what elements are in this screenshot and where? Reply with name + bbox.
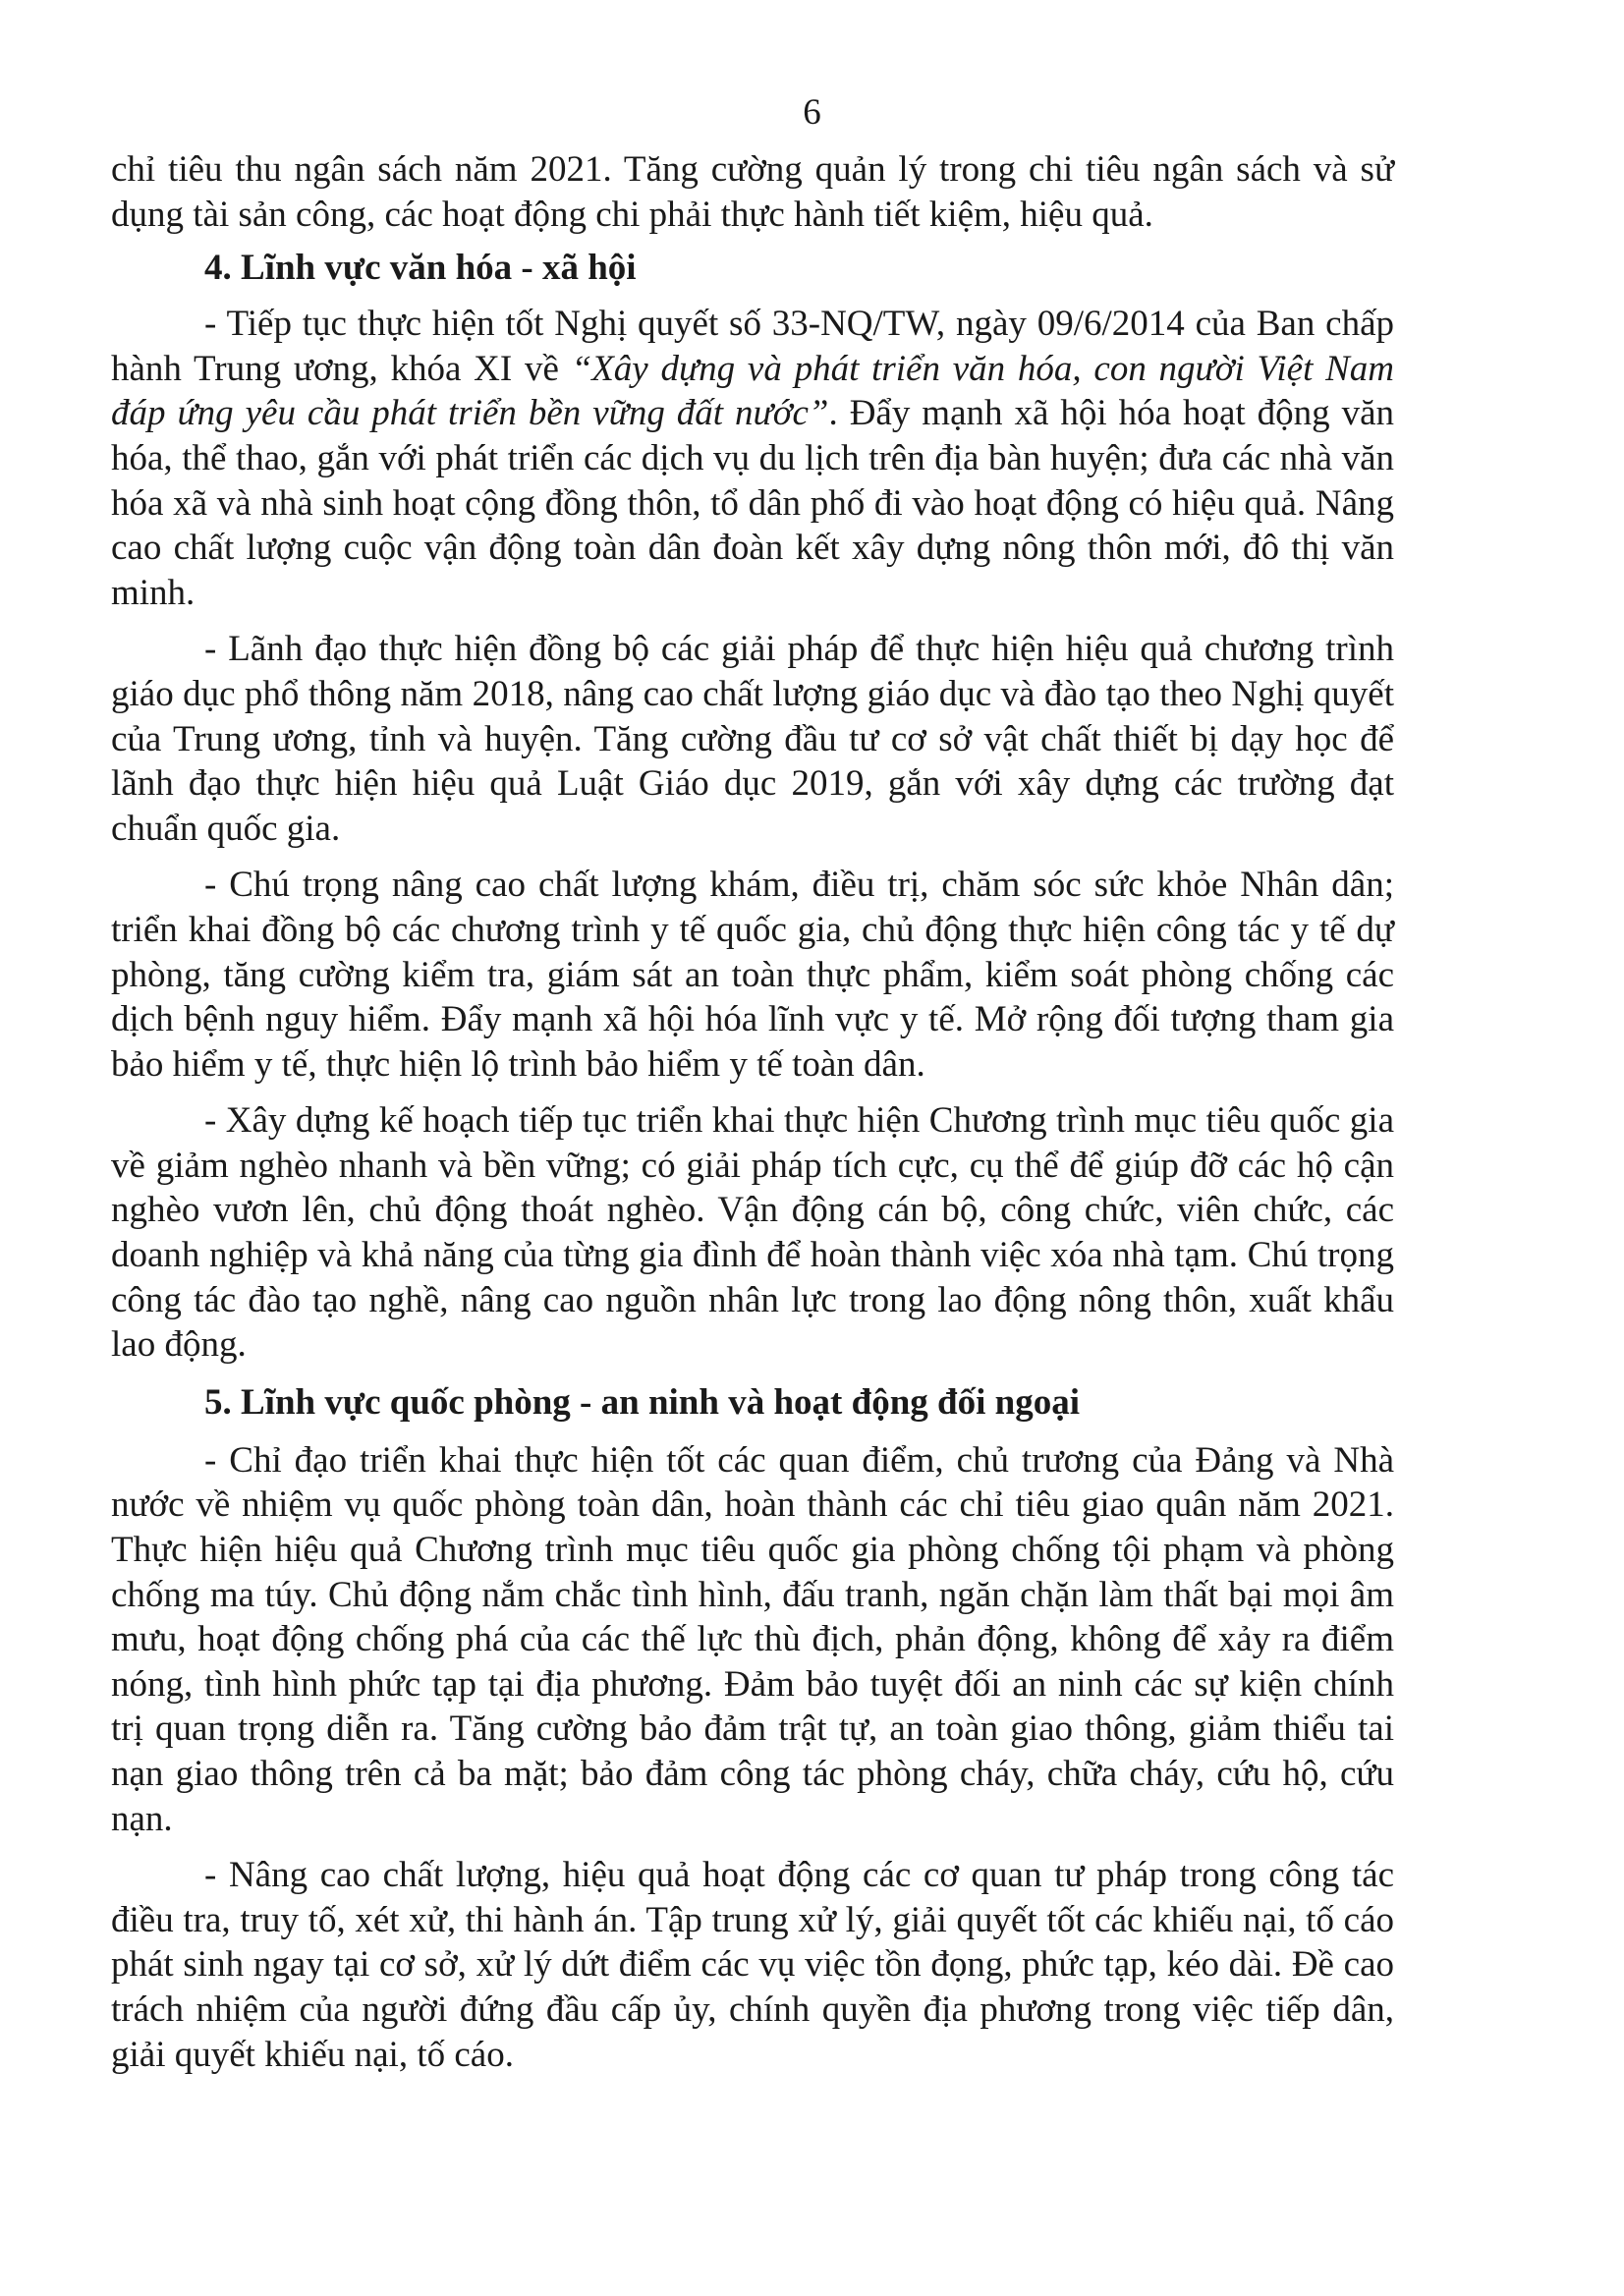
section-4-heading: 4. Lĩnh vực văn hóa - xã hội (204, 248, 637, 289)
section-4-paragraph-1 (111, 302, 1394, 615)
section-4-paragraph-3: - Chú trọng nâng cao chất lượng khám, điều trị, chăm sóc sức khỏe Nhân dân; triển khai đồng bộ các chương trình y tế quốc gia, chủ động thực hiện công tác y tế dự phòng, tăng cường kiểm tra, giám sát an toàn thực phẩm, kiểm soát phòng chống các dịch bệnh nguy hiểm. Đẩy mạnh xã hội hóa lĩnh vực y tế. Mở rộng đối tượng tham gia bảo hiểm y tế, thực hiện lộ trình bảo hiểm y tế toàn dân. (111, 865, 1394, 1085)
section-4-paragraph-4: - Xây dựng kế hoạch tiếp tục triển khai thực hiện Chương trình mục tiêu quốc gia về giảm nghèo nhanh và bền vững; có giải pháp tích cực, cụ thể để giúp đỡ các hộ cận nghèo vươn lên, chủ động thoát nghèo. Vận động cán bộ, công chức, viên chức, các doanh nghiệp và khả năng của từng gia đình để hoàn thành việc xóa nhà tạm. Chú trọng công tác đào tạo nghề, nâng cao nguồn nhân lực trong lao động nông thôn, xuất khẩu lao động. (111, 1100, 1394, 1366)
page-number: 6 (803, 92, 821, 133)
section-5-paragraph-1: - Chỉ đạo triển khai thực hiện tốt các quan điểm, chủ trương của Đảng và Nhà nước về nhiệm vụ quốc phòng toàn dân, hoàn thành các chỉ tiêu giao quân năm 2021. Thực hiện hiệu quả Chương trình mục tiêu quốc gia phòng chống tội phạm và phòng chống ma túy. Chủ động nắm chắc tình hình, đấu tranh, ngăn chặn làm thất bại mọi âm mưu, hoạt động chống phá của các thế lực thù địch, phản động, không để xảy ra điểm nóng, tình hình phức tạp tại địa phương. Đảm bảo tuyệt đối an ninh các sự kiện chính trị quan trọng diễn ra. Tăng cường bảo đảm trật tự, an toàn giao thông, giảm thiểu tai nạn giao thông trên cả ba mặt; bảo đảm công tác phòng cháy, chữa cháy, cứu hộ, cứu nạn. (111, 1439, 1394, 1839)
section-5-heading: 5. Lĩnh vực quốc phòng - an ninh và hoạt động đối ngoại (204, 1381, 1080, 1423)
section-5-paragraph-2: - Nâng cao chất lượng, hiệu quả hoạt động các cơ quan tư pháp trong công tác điều tra, truy tố, xét xử, thi hành án. Tập trung xử lý, giải quyết tốt các khiếu nại, tố cáo phát sinh ngay tại cơ sở, xử lý dứt điểm các vụ việc tồn đọng, phức tạp, kéo dài. Đề cao trách nhiệm của người đứng đầu cấp ủy, chính quyền địa phương trong việc tiếp dân, giải quyết khiếu nại, tố cáo. (111, 1855, 1394, 2075)
intro-paragraph: chỉ tiêu thu ngân sách năm 2021. Tăng cường quản lý trong chi tiêu ngân sách và sử dụng tài sản công, các hoạt động chi phải thực hành tiết kiệm, hiệu quả. (111, 149, 1394, 235)
section-4-paragraph-1-rest: . Đẩy mạnh xã hội hóa hoạt động văn hóa, thể thao, gắn với phát triển các dịch vụ du lịch trên địa bàn huyện; đưa các nhà văn hóa xã và nhà sinh hoạt cộng đồng thôn, tổ dân phố đi vào hoạt động có hiệu quả. Nâng cao chất lượng cuộc vận động toàn dân đoàn kết xây dựng nông thôn mới, đô thị văn minh. (111, 393, 1395, 613)
section-4-quoted-title: “Xây dựng và phát triển văn hóa, con người Việt Nam đáp ứng yêu cầu phát triển bền vững đất nước” (111, 348, 1394, 434)
section-4-paragraph-1-text: - Tiếp tục thực hiện tốt Nghị quyết số 33-NQ/TW, ngày 09/6/2014 của Ban chấp hành Trung ương, khóa XI về (111, 304, 1394, 389)
document-body (111, 147, 1394, 2089)
section-4-paragraph-2: - Lãnh đạo thực hiện đồng bộ các giải pháp để thực hiện hiệu quả chương trình giáo dục phổ thông năm 2018, nâng cao chất lượng giáo dục và đào tạo theo Nghị quyết của Trung ương, tỉnh và huyện. Tăng cường đầu tư cơ sở vật chất thiết bị dạy học để lãnh đạo thực hiện hiệu quả Luật Giáo dục 2019, gắn với xây dựng các trường đạt chuẩn quốc gia. (111, 629, 1394, 849)
